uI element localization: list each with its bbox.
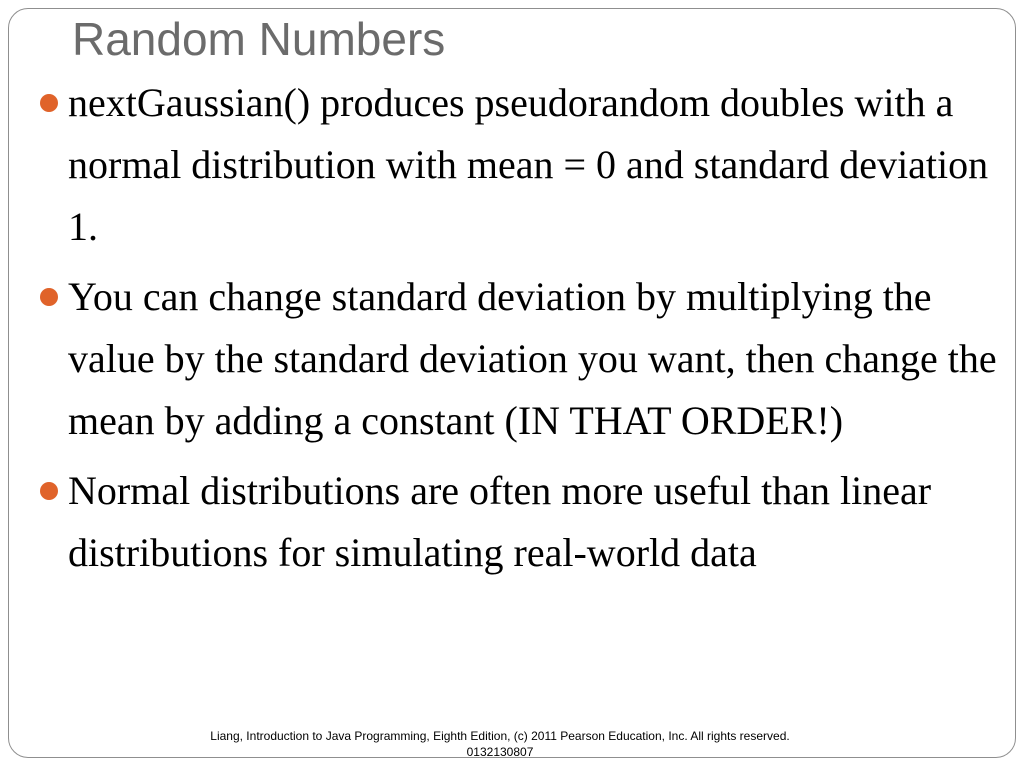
bullet-item [38, 460, 1000, 584]
footer-credit: Liang, Introduction to Java Programming, Eighth Edition, (c) 2011 Pearson Education, Inc. All rights reserved. 0132130807 [210, 729, 790, 759]
bullet-text: You can change standard deviation by multiplying the value by the standard deviation you want, then change the mean by adding a constant (IN THAT ORDER!) [68, 274, 997, 443]
bullet-item [38, 266, 1000, 452]
bullet-item [38, 72, 1000, 258]
bullet-list [38, 72, 1000, 592]
bullet-dot-icon [40, 94, 58, 112]
bullet-text: nextGaussian() produces pseudorandom doubles with a normal distribution with mean = 0 and standard deviation 1. [68, 80, 989, 249]
bullet-dot-icon [40, 482, 58, 500]
bullet-text: Normal distributions are often more useful than linear distributions for simulating real-world data [68, 468, 932, 575]
slide-title: Random Numbers [72, 13, 446, 65]
bullet-dot-icon [40, 288, 58, 306]
